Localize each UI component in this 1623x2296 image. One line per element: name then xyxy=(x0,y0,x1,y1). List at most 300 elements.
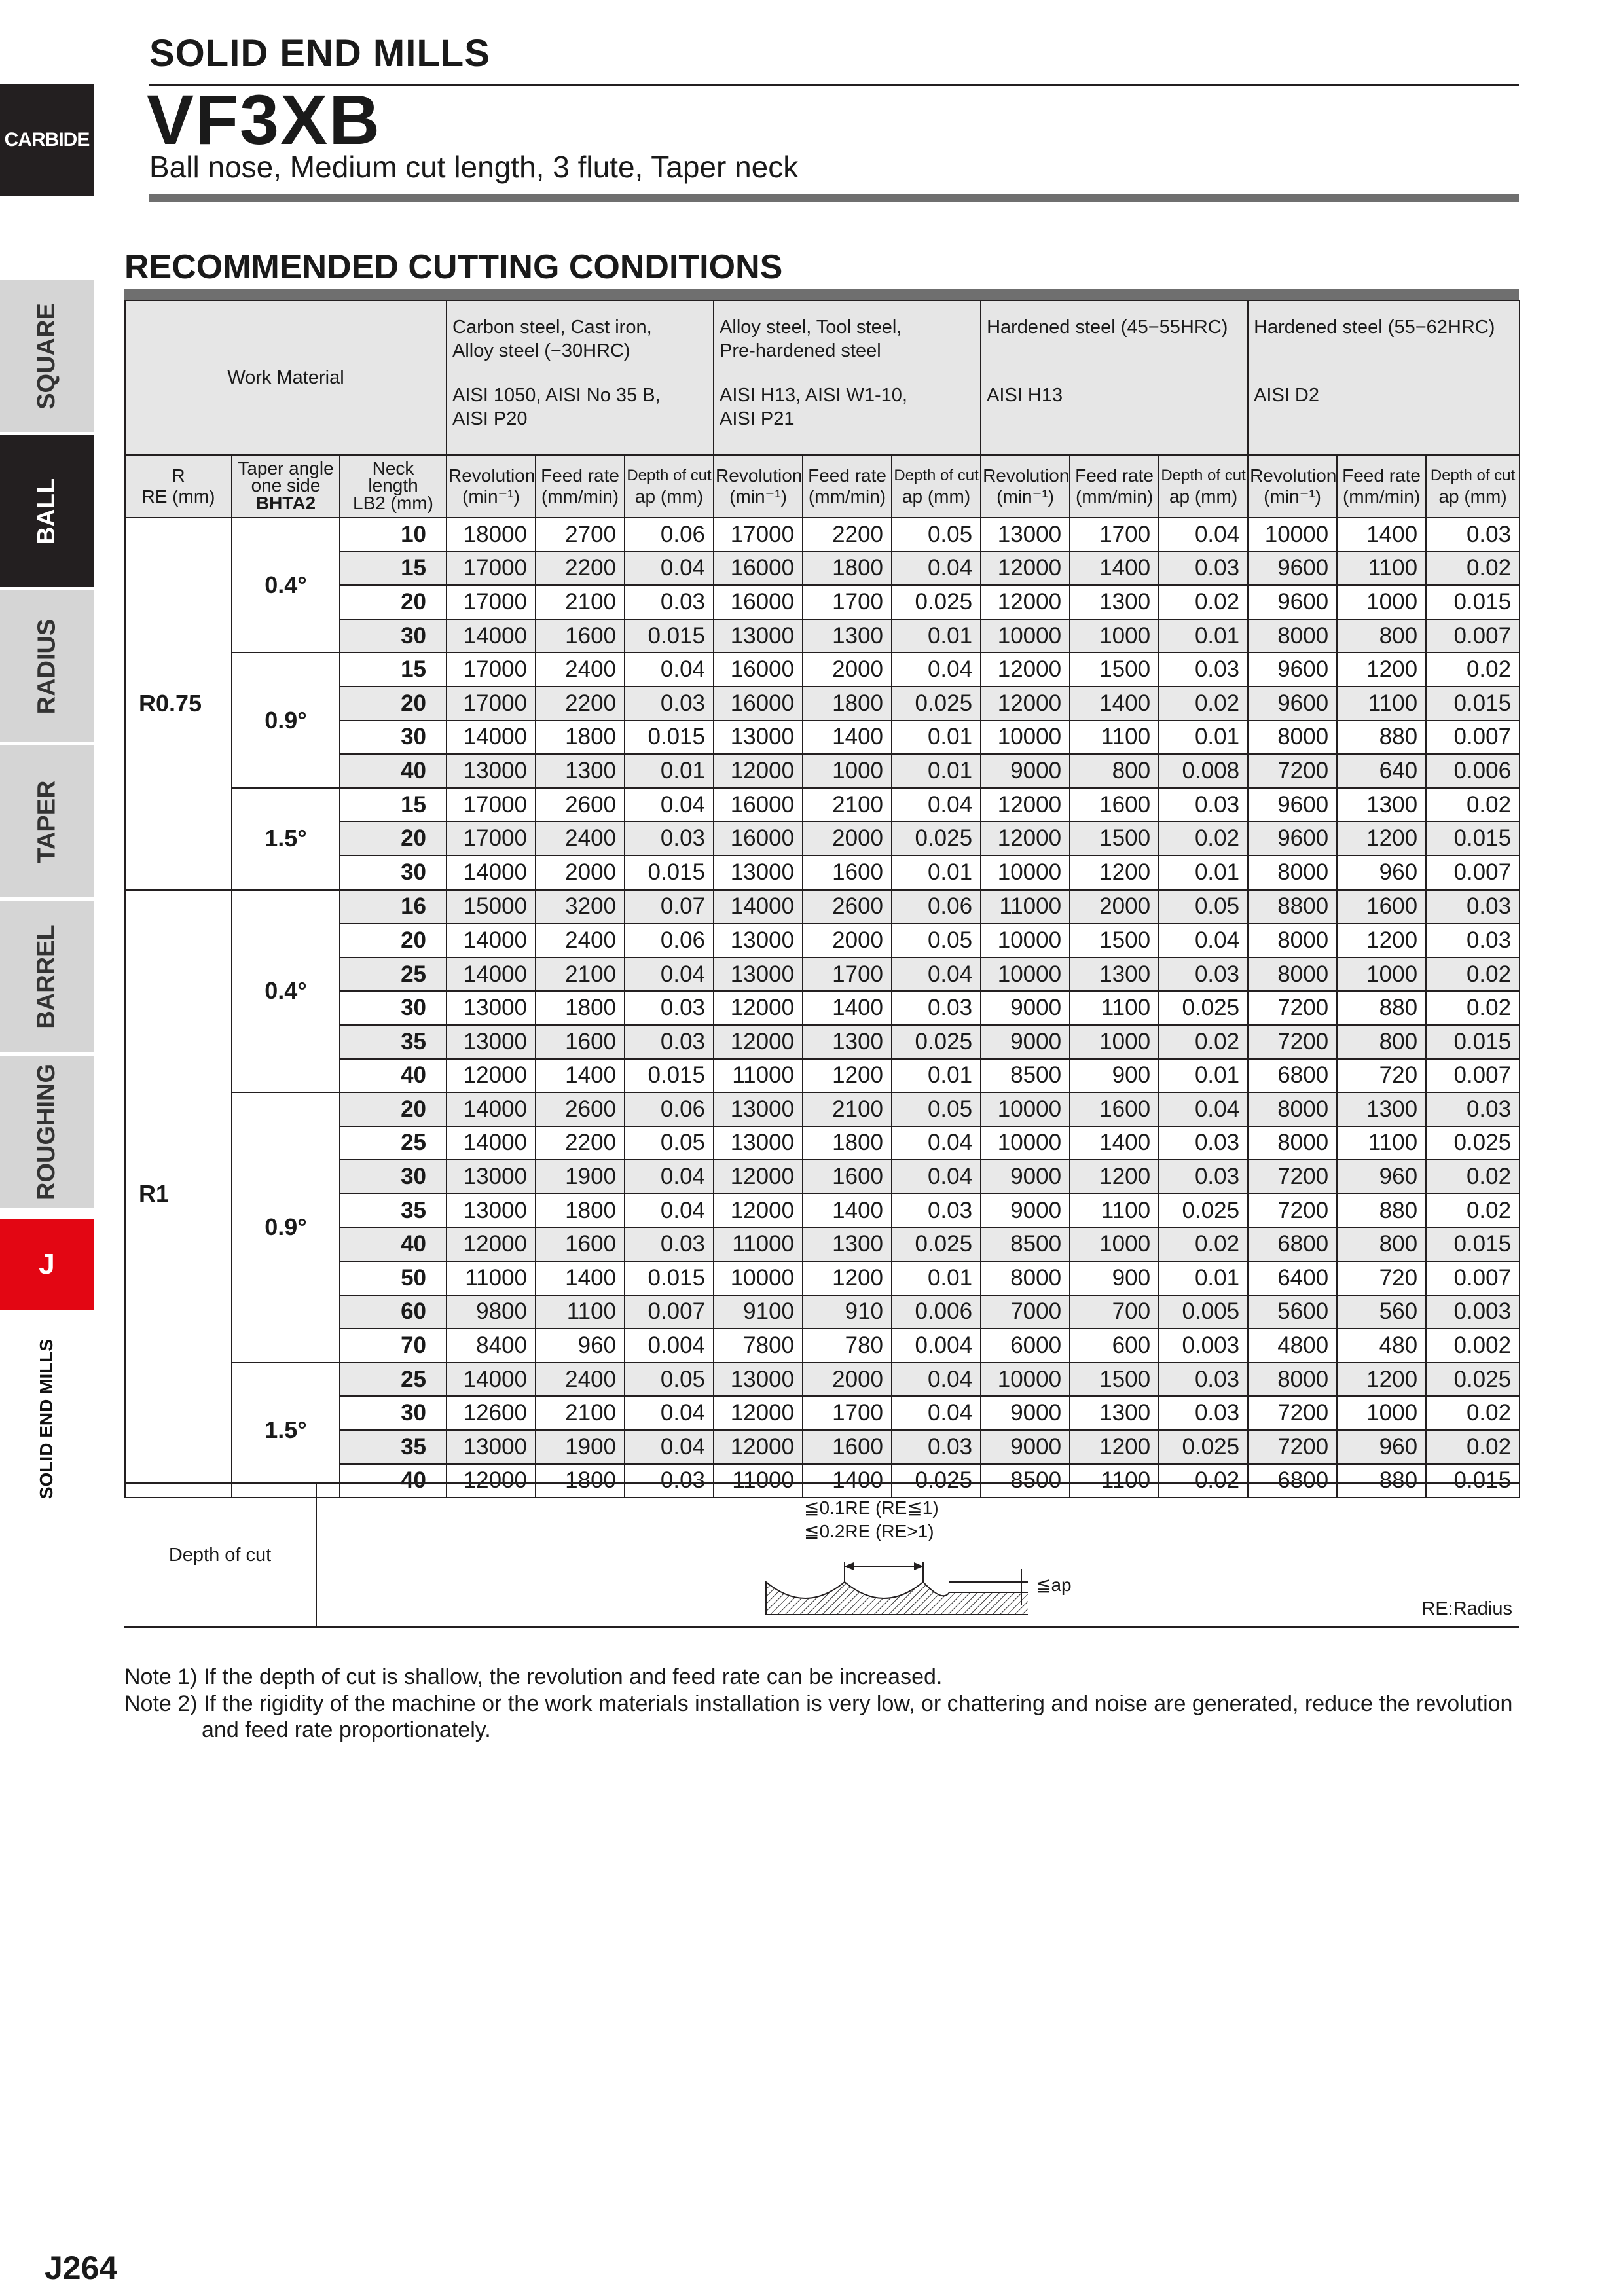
table-cell: 12000 xyxy=(714,1194,803,1228)
table-cell: 1200 xyxy=(1070,855,1159,889)
section-title: RECOMMENDED CUTTING CONDITIONS xyxy=(124,248,783,286)
neck-length-cell: 10 xyxy=(340,518,447,552)
table-cell: 0.03 xyxy=(1159,653,1248,687)
table-cell: 2400 xyxy=(536,821,625,855)
table-cell: 700 xyxy=(1070,1295,1159,1329)
table-cell: 1600 xyxy=(536,1025,625,1059)
table-cell: 1600 xyxy=(803,1430,892,1464)
table-cell: 9600 xyxy=(1248,687,1337,721)
table-cell: 900 xyxy=(1070,1261,1159,1295)
table-cell: 1500 xyxy=(1070,924,1159,958)
table-cell: 960 xyxy=(536,1329,625,1363)
barrel-tab[interactable] xyxy=(0,901,94,1052)
table-cell: 1600 xyxy=(1337,889,1426,924)
carbide-label: CARBIDE xyxy=(4,129,90,151)
table-cell: 13000 xyxy=(714,855,803,889)
note-1: Note 1) If the depth of cut is shallow, the revolution and feed rate can be increased. xyxy=(124,1664,943,1689)
table-cell: 0.01 xyxy=(1159,1059,1248,1093)
table-cell: 0.008 xyxy=(1159,754,1248,788)
table-row xyxy=(125,1363,1520,1397)
table-cell: 0.025 xyxy=(1159,1430,1248,1464)
table-cell: 10000 xyxy=(981,1092,1070,1126)
table-cell: 720 xyxy=(1337,1261,1426,1295)
table-cell: 1700 xyxy=(803,585,892,619)
table-cell: 14000 xyxy=(447,619,536,653)
table-cell: 0.04 xyxy=(1159,1092,1248,1126)
table-cell: 8000 xyxy=(1248,1126,1337,1160)
table-cell: 12000 xyxy=(981,821,1070,855)
table-cell: 6800 xyxy=(1248,1059,1337,1093)
square-tab[interactable] xyxy=(0,280,94,432)
table-cell: 10000 xyxy=(981,855,1070,889)
table-cell: 7200 xyxy=(1248,1430,1337,1464)
table-cell: 0.03 xyxy=(1426,924,1520,958)
table-cell: 880 xyxy=(1337,1194,1426,1228)
table-cell: 0.05 xyxy=(892,924,981,958)
table-cell: 0.025 xyxy=(892,1227,981,1261)
table-cell: 1000 xyxy=(1070,619,1159,653)
table-cell: 1300 xyxy=(1070,1396,1159,1430)
table-cell: 7800 xyxy=(714,1329,803,1363)
table-cell: 1600 xyxy=(536,619,625,653)
neck-length-cell: 40 xyxy=(340,1059,447,1093)
table-cell: 0.02 xyxy=(1159,1025,1248,1059)
table-cell: 6400 xyxy=(1248,1261,1337,1295)
table-cell: 1400 xyxy=(1337,518,1426,552)
table-cell: 0.01 xyxy=(892,1261,981,1295)
feed-rate-header: Feed rate (mm/min) xyxy=(1337,455,1426,518)
table-cell: 1300 xyxy=(536,754,625,788)
table-cell: 8500 xyxy=(981,1227,1070,1261)
table-cell: 8800 xyxy=(1248,889,1337,924)
table-cell: 0.02 xyxy=(1426,1160,1520,1194)
table-cell: 640 xyxy=(1337,754,1426,788)
table-cell: 14000 xyxy=(447,1363,536,1397)
table-cell: 0.025 xyxy=(892,821,981,855)
table-cell: 0.04 xyxy=(625,1160,714,1194)
table-cell: 0.01 xyxy=(1159,619,1248,653)
taper-angle-cell: 0.4° xyxy=(232,889,340,1092)
radius-cell: R1 xyxy=(125,889,232,1498)
table-cell: 0.003 xyxy=(1426,1295,1520,1329)
neck-length-cell: 30 xyxy=(340,855,447,889)
table-cell: 0.04 xyxy=(892,552,981,586)
table-cell: 1200 xyxy=(1070,1430,1159,1464)
table-cell: 0.02 xyxy=(1426,653,1520,687)
table-cell: 0.03 xyxy=(892,991,981,1025)
neck-length-cell: 30 xyxy=(340,1396,447,1430)
table-cell: 1200 xyxy=(1337,1363,1426,1397)
table-cell: 7200 xyxy=(1248,754,1337,788)
table-cell: 1600 xyxy=(803,855,892,889)
table-cell: 1600 xyxy=(1070,1092,1159,1126)
table-cell: 13000 xyxy=(447,1430,536,1464)
table-cell: 14000 xyxy=(447,1092,536,1126)
neck-length-cell: 35 xyxy=(340,1194,447,1228)
table-cell: 1400 xyxy=(536,1261,625,1295)
table-cell: 9000 xyxy=(981,1396,1070,1430)
material-header-4 xyxy=(1248,300,1520,455)
table-cell: 0.04 xyxy=(625,958,714,992)
table-cell: 0.025 xyxy=(1159,991,1248,1025)
table-cell: 9000 xyxy=(981,1194,1070,1228)
table-cell: 0.04 xyxy=(892,1160,981,1194)
header-bar xyxy=(149,194,1519,202)
table-cell: 13000 xyxy=(447,991,536,1025)
table-cell: 14000 xyxy=(447,924,536,958)
table-cell: 1800 xyxy=(803,687,892,721)
neck-length-cell: 16 xyxy=(340,889,447,924)
table-cell: 0.007 xyxy=(1426,855,1520,889)
taper-angle-cell: 1.5° xyxy=(232,788,340,889)
model-title: VF3XB xyxy=(147,80,382,159)
table-cell: 0.03 xyxy=(625,585,714,619)
table-cell: 800 xyxy=(1337,619,1426,653)
material-name: Hardened steel (55−62HRC) xyxy=(1254,317,1495,338)
material-header-1 xyxy=(447,300,714,455)
table-cell: 1000 xyxy=(1337,958,1426,992)
table-cell: 1800 xyxy=(803,1126,892,1160)
material-header-2 xyxy=(714,300,981,455)
table-cell: 0.03 xyxy=(625,1025,714,1059)
table-cell: 13000 xyxy=(714,924,803,958)
table-cell: 0.04 xyxy=(892,788,981,822)
table-cell: 0.01 xyxy=(892,721,981,755)
table-cell: 2200 xyxy=(536,1126,625,1160)
table-cell: 0.05 xyxy=(892,1092,981,1126)
neck-length-cell: 40 xyxy=(340,754,447,788)
material-aisi: AISI D2 xyxy=(1254,385,1319,406)
neck-length-cell: 35 xyxy=(340,1025,447,1059)
j-tab[interactable] xyxy=(0,1219,94,1310)
table-cell: 1500 xyxy=(1070,821,1159,855)
table-cell: 1100 xyxy=(536,1295,625,1329)
table-cell: 9000 xyxy=(981,1025,1070,1059)
neck-length-cell: 30 xyxy=(340,619,447,653)
neck-length-cell: 20 xyxy=(340,924,447,958)
table-cell: 1300 xyxy=(803,619,892,653)
table-cell: 2200 xyxy=(536,552,625,586)
table-cell: 1100 xyxy=(1337,552,1426,586)
table-cell: 0.07 xyxy=(625,889,714,924)
table-cell: 910 xyxy=(803,1295,892,1329)
table-cell: 13000 xyxy=(447,754,536,788)
table-cell: 16000 xyxy=(714,585,803,619)
depth-of-cut-header: Depth of cut ap (mm) xyxy=(1159,455,1248,518)
table-cell: 0.03 xyxy=(625,821,714,855)
table-cell: 1000 xyxy=(1070,1227,1159,1261)
table-cell: 2600 xyxy=(536,1092,625,1126)
table-cell: 12000 xyxy=(447,1464,536,1498)
table-cell: 7200 xyxy=(1248,991,1337,1025)
table-cell: 0.02 xyxy=(1426,1396,1520,1430)
neck-length-cell: 30 xyxy=(340,721,447,755)
table-cell: 1600 xyxy=(1070,788,1159,822)
table-cell: 0.03 xyxy=(625,1464,714,1498)
table-cell: 8000 xyxy=(1248,1092,1337,1126)
material-aisi: AISI P21 xyxy=(720,408,795,429)
table-cell: 12000 xyxy=(714,1396,803,1430)
table-cell: 12000 xyxy=(714,1025,803,1059)
table-cell: 1400 xyxy=(803,1194,892,1228)
radius-label: RADIUS xyxy=(33,619,60,714)
table-cell: 1800 xyxy=(536,991,625,1025)
table-cell: 0.015 xyxy=(625,1261,714,1295)
table-cell: 12600 xyxy=(447,1396,536,1430)
table-cell: 1400 xyxy=(1070,1126,1159,1160)
table-cell: 1200 xyxy=(1337,821,1426,855)
table-cell: 0.03 xyxy=(1159,958,1248,992)
radius-tab[interactable] xyxy=(0,590,94,742)
table-cell: 960 xyxy=(1337,1430,1426,1464)
table-cell: 2000 xyxy=(803,1363,892,1397)
depth-of-cut-box xyxy=(124,1482,1519,1628)
table-cell: 0.03 xyxy=(1159,788,1248,822)
table-cell: 2000 xyxy=(536,855,625,889)
table-cell: 0.04 xyxy=(625,1430,714,1464)
table-cell: 12000 xyxy=(714,991,803,1025)
material-name: Carbon steel, Cast iron, xyxy=(452,317,652,338)
table-cell: 0.004 xyxy=(625,1329,714,1363)
table-cell: 8000 xyxy=(981,1261,1070,1295)
table-cell: 8000 xyxy=(1248,619,1337,653)
table-cell: 0.04 xyxy=(1159,924,1248,958)
table-cell: 1100 xyxy=(1070,1464,1159,1498)
neck-length-cell: 35 xyxy=(340,1430,447,1464)
carbide-tab[interactable] xyxy=(0,84,94,196)
table-cell: 1700 xyxy=(1070,518,1159,552)
table-cell: 0.01 xyxy=(625,754,714,788)
table-cell: 2100 xyxy=(803,1092,892,1126)
table-cell: 0.015 xyxy=(625,721,714,755)
table-cell: 0.02 xyxy=(1426,958,1520,992)
table-cell: 2200 xyxy=(536,687,625,721)
table-cell: 9600 xyxy=(1248,552,1337,586)
table-cell: 0.04 xyxy=(892,1363,981,1397)
table-cell: 2000 xyxy=(803,821,892,855)
roughing-tab[interactable] xyxy=(0,1056,94,1208)
table-cell: 9000 xyxy=(981,991,1070,1025)
table-cell: 13000 xyxy=(714,1092,803,1126)
table-cell: 6000 xyxy=(981,1329,1070,1363)
table-cell: 12000 xyxy=(714,1160,803,1194)
table-cell: 0.006 xyxy=(892,1295,981,1329)
table-cell: 0.02 xyxy=(1159,821,1248,855)
table-cell: 14000 xyxy=(447,855,536,889)
table-cell: 0.015 xyxy=(625,619,714,653)
material-header-3 xyxy=(981,300,1248,455)
taper-angle-cell: 0.9° xyxy=(232,653,340,787)
table-cell: 0.015 xyxy=(1426,1464,1520,1498)
table-cell: 11000 xyxy=(981,889,1070,924)
table-cell: 0.006 xyxy=(1426,754,1520,788)
solid-end-mills-text: SOLID END MILLS xyxy=(36,1338,57,1499)
table-cell: 2600 xyxy=(803,889,892,924)
table-cell: 9800 xyxy=(447,1295,536,1329)
table-cell: 5600 xyxy=(1248,1295,1337,1329)
table-cell: 14000 xyxy=(447,958,536,992)
taper-angle-header: Taper angle one side BHTA2 xyxy=(232,455,340,518)
table-cell: 3200 xyxy=(536,889,625,924)
table-cell: 1900 xyxy=(536,1430,625,1464)
table-cell: 720 xyxy=(1337,1059,1426,1093)
table-cell: 0.02 xyxy=(1426,552,1520,586)
neck-length-cell: 25 xyxy=(340,1363,447,1397)
material-name: Hardened steel (45−55HRC) xyxy=(987,317,1228,338)
table-cell: 1100 xyxy=(1070,721,1159,755)
taper-tab[interactable] xyxy=(0,745,94,897)
table-cell: 0.04 xyxy=(892,958,981,992)
table-cell: 8000 xyxy=(1248,1363,1337,1397)
neck-length-cell: 50 xyxy=(340,1261,447,1295)
table-cell: 0.005 xyxy=(1159,1295,1248,1329)
table-cell: 0.01 xyxy=(1159,855,1248,889)
table-cell: 1400 xyxy=(1070,687,1159,721)
table-cell: 0.03 xyxy=(1159,1126,1248,1160)
table-cell: 2700 xyxy=(536,518,625,552)
table-cell: 1100 xyxy=(1070,991,1159,1025)
table-cell: 1800 xyxy=(536,1194,625,1228)
material-aisi: AISI H13, AISI W1-10, xyxy=(720,385,907,406)
radius-note: RE:Radius xyxy=(1421,1598,1512,1619)
depth-of-cut-header: Depth of cut ap (mm) xyxy=(892,455,981,518)
table-cell: 0.025 xyxy=(892,585,981,619)
table-cell: 1500 xyxy=(1070,1363,1159,1397)
table-cell: 1700 xyxy=(803,1396,892,1430)
table-cell: 0.03 xyxy=(1426,1092,1520,1126)
neck-length-cell: 25 xyxy=(340,958,447,992)
table-cell: 12000 xyxy=(981,687,1070,721)
table-cell: 1200 xyxy=(803,1261,892,1295)
table-cell: 9000 xyxy=(981,1160,1070,1194)
material-aisi: AISI 1050, AISI No 35 B, xyxy=(452,385,661,406)
table-cell: 0.04 xyxy=(892,1126,981,1160)
table-cell: 0.007 xyxy=(1426,619,1520,653)
table-cell: 2000 xyxy=(803,653,892,687)
table-cell: 0.007 xyxy=(625,1295,714,1329)
table-cell: 6800 xyxy=(1248,1464,1337,1498)
table-cell: 1300 xyxy=(803,1227,892,1261)
table-cell: 0.007 xyxy=(1426,1261,1520,1295)
table-cell: 12000 xyxy=(981,788,1070,822)
table-cell: 0.04 xyxy=(625,788,714,822)
table-cell: 0.025 xyxy=(1426,1363,1520,1397)
neck-length-cell: 30 xyxy=(340,1160,447,1194)
table-cell: 12000 xyxy=(714,1430,803,1464)
table-cell: 2600 xyxy=(536,788,625,822)
table-cell: 0.025 xyxy=(892,1025,981,1059)
table-cell: 0.01 xyxy=(892,855,981,889)
table-cell: 12000 xyxy=(981,653,1070,687)
revolution-header: Revolution (min⁻¹) xyxy=(981,455,1070,518)
table-cell: 13000 xyxy=(714,1126,803,1160)
depth-of-cut-diagram xyxy=(753,1543,1028,1615)
table-cell: 800 xyxy=(1070,754,1159,788)
table-cell: 0.015 xyxy=(1426,821,1520,855)
solid-end-mills-side-label xyxy=(0,1314,94,1524)
neck-length-header: Neck length LB2 (mm) xyxy=(340,455,447,518)
table-cell: 12000 xyxy=(447,1227,536,1261)
note-2: Note 2) If the rigidity of the machine or the work materials installation is very low, or chattering and noise are generated, reduce the revolution xyxy=(124,1691,1513,1716)
category-title: SOLID END MILLS xyxy=(149,32,490,75)
cutting-conditions-table xyxy=(124,300,1520,1498)
table-cell: 0.04 xyxy=(625,552,714,586)
table-cell: 8500 xyxy=(981,1059,1070,1093)
feed-rate-header: Feed rate (mm/min) xyxy=(536,455,625,518)
table-cell: 0.03 xyxy=(892,1194,981,1228)
neck-length-cell: 15 xyxy=(340,653,447,687)
table-cell: 9600 xyxy=(1248,653,1337,687)
radius-cell: R0.75 xyxy=(125,518,232,889)
table-cell: 18000 xyxy=(447,518,536,552)
table-cell: 0.015 xyxy=(1426,1025,1520,1059)
table-cell: 1400 xyxy=(803,1464,892,1498)
table-cell: 13000 xyxy=(981,518,1070,552)
table-cell: 1200 xyxy=(1337,924,1426,958)
section-bar xyxy=(124,289,1519,300)
table-cell: 2100 xyxy=(536,958,625,992)
table-cell: 7200 xyxy=(1248,1396,1337,1430)
material-aisi: AISI H13 xyxy=(987,385,1063,406)
table-cell: 1100 xyxy=(1337,687,1426,721)
ball-tab[interactable] xyxy=(0,435,94,587)
table-cell: 0.04 xyxy=(625,1194,714,1228)
neck-length-cell: 60 xyxy=(340,1295,447,1329)
table-cell: 0.004 xyxy=(892,1329,981,1363)
table-cell: 1000 xyxy=(803,754,892,788)
table-cell: 1300 xyxy=(1070,585,1159,619)
table-cell: 0.025 xyxy=(1159,1194,1248,1228)
table-cell: 13000 xyxy=(714,619,803,653)
neck-length-cell: 40 xyxy=(340,1464,447,1498)
table-cell: 2000 xyxy=(803,924,892,958)
revolution-header: Revolution (min⁻¹) xyxy=(714,455,803,518)
barrel-label: BARREL xyxy=(33,924,61,1029)
table-cell: 2100 xyxy=(536,1396,625,1430)
depth-formula-1: ≦0.1RE (RE≦1) xyxy=(804,1498,939,1518)
table-cell: 2400 xyxy=(536,924,625,958)
depth-of-cut-label: Depth of cut xyxy=(124,1484,317,1626)
table-cell: 600 xyxy=(1070,1329,1159,1363)
table-cell: 0.06 xyxy=(625,518,714,552)
table-row xyxy=(125,1092,1520,1126)
table-cell: 2100 xyxy=(536,585,625,619)
table-cell: 11000 xyxy=(714,1464,803,1498)
table-cell: 2400 xyxy=(536,1363,625,1397)
table-cell: 0.03 xyxy=(625,687,714,721)
material-name: Pre-hardened steel xyxy=(720,340,881,361)
table-cell: 0.03 xyxy=(1159,552,1248,586)
table-cell: 0.02 xyxy=(1159,585,1248,619)
table-cell: 0.003 xyxy=(1159,1329,1248,1363)
table-row xyxy=(125,788,1520,822)
neck-length-cell: 30 xyxy=(340,991,447,1025)
table-cell: 0.03 xyxy=(625,991,714,1025)
table-cell: 560 xyxy=(1337,1295,1426,1329)
table-cell: 8000 xyxy=(1248,958,1337,992)
table-cell: 0.02 xyxy=(1426,991,1520,1025)
table-cell: 17000 xyxy=(447,653,536,687)
table-cell: 1100 xyxy=(1337,1126,1426,1160)
table-cell: 2100 xyxy=(803,788,892,822)
material-aisi: AISI P20 xyxy=(452,408,528,429)
table-cell: 14000 xyxy=(447,1126,536,1160)
table-cell: 1300 xyxy=(1337,788,1426,822)
table-cell: 12000 xyxy=(447,1059,536,1093)
table-cell: 12000 xyxy=(714,754,803,788)
table-cell: 17000 xyxy=(447,585,536,619)
table-cell: 0.04 xyxy=(625,653,714,687)
